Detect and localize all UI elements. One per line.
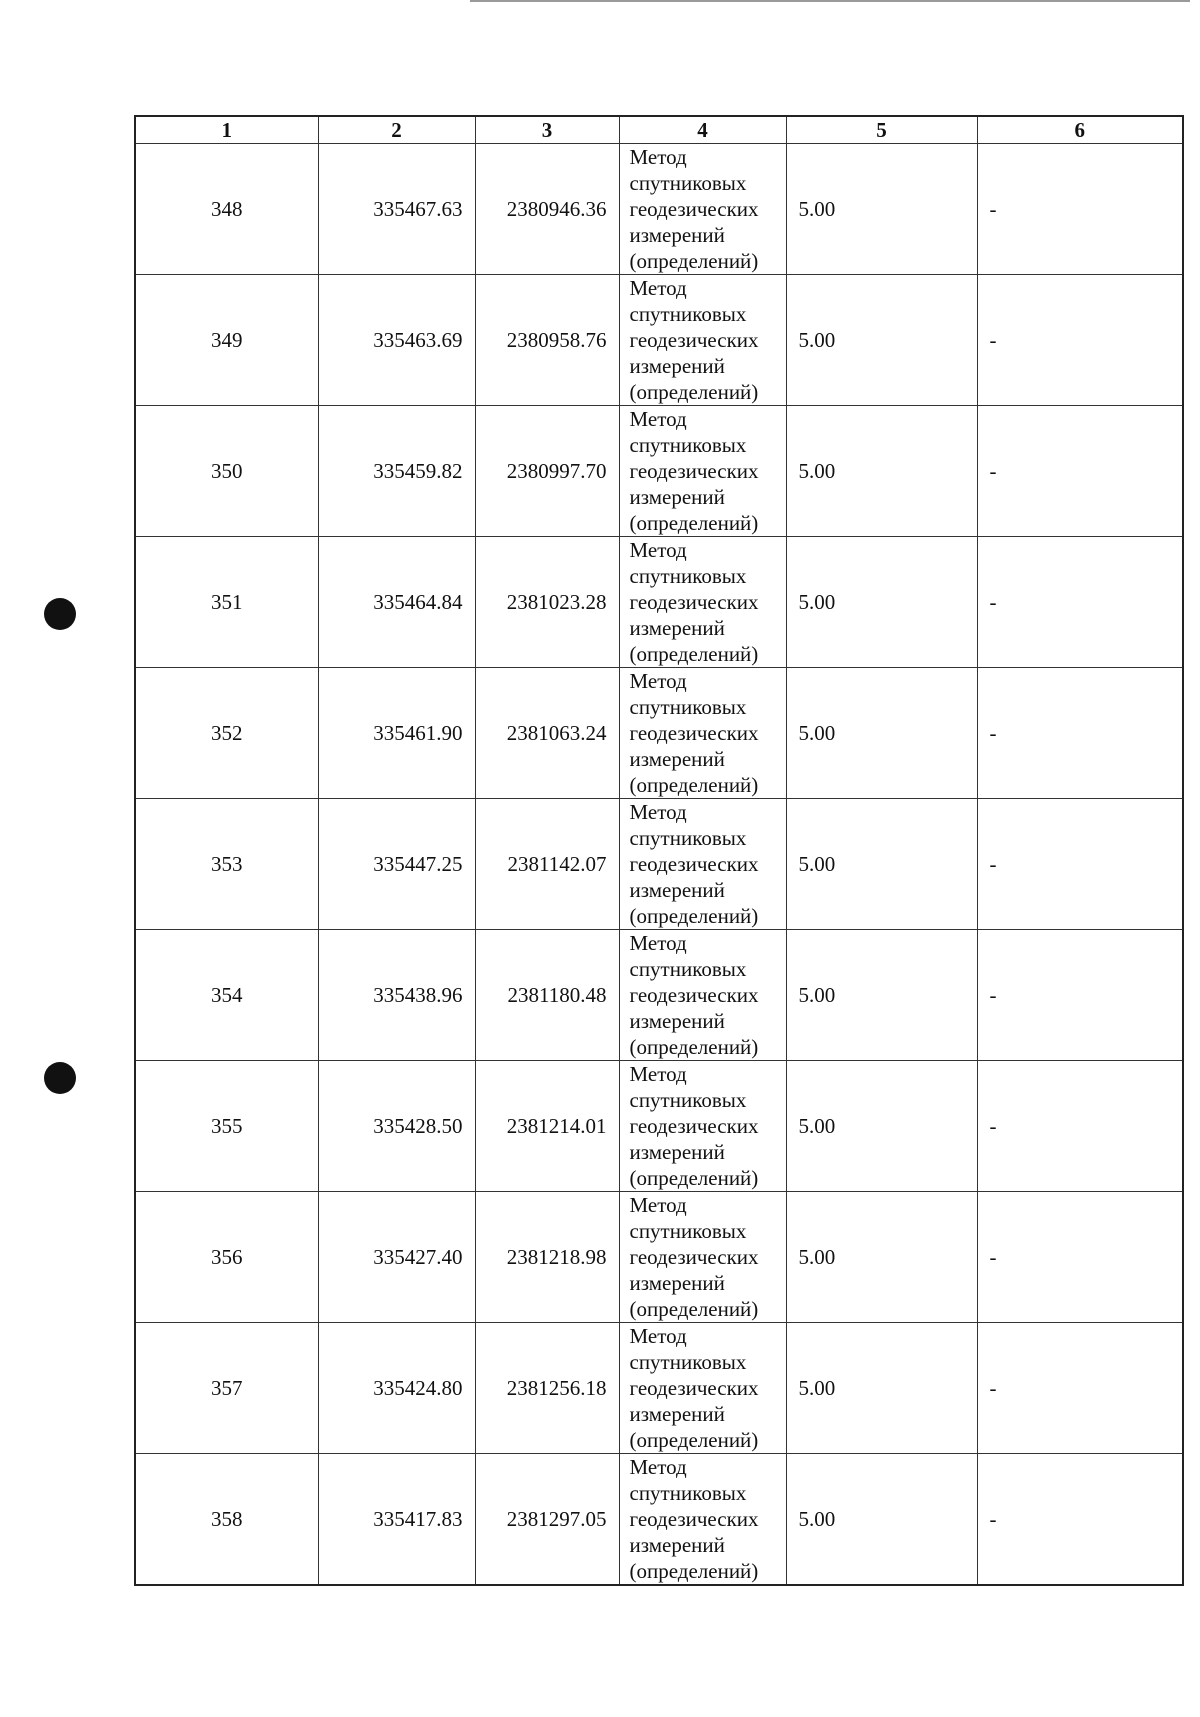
y-coordinate-cell: 2380946.36 — [475, 144, 619, 275]
method-text-line: измерений — [629, 1533, 725, 1557]
x-coordinate-cell: 335464.84 — [318, 537, 475, 668]
point-number-cell: 357 — [135, 1323, 318, 1454]
method-text-line: измерений — [629, 485, 725, 509]
method-text-line: Метод — [629, 407, 687, 431]
point-number-cell: 352 — [135, 668, 318, 799]
method-text-line: спутниковых — [629, 433, 747, 457]
method-text-line: (определений) — [629, 380, 759, 404]
table-row — [135, 1061, 1183, 1192]
x-coordinate-cell: 335467.63 — [318, 144, 475, 275]
method-text-line: измерений — [629, 1402, 725, 1426]
y-coordinate-cell: 2381023.28 — [475, 537, 619, 668]
method-text-line: спутниковых — [629, 1350, 747, 1374]
point-number-cell: 356 — [135, 1192, 318, 1323]
method-text-line: спутниковых — [629, 1088, 747, 1112]
y-coordinate-cell: 2381063.24 — [475, 668, 619, 799]
column-header-2: 2 — [318, 116, 475, 144]
method-text-line: (определений) — [629, 1166, 759, 1190]
accuracy-cell: 5.00 — [786, 930, 977, 1061]
method-text-line: Метод — [629, 1324, 687, 1348]
method-text-line: (определений) — [629, 249, 759, 273]
description-cell: - — [977, 275, 1183, 406]
method-text-line: Метод — [629, 800, 687, 824]
method-cell — [619, 1061, 786, 1192]
method-text-line: (определений) — [629, 773, 759, 797]
accuracy-cell: 5.00 — [786, 537, 977, 668]
table-header-row — [135, 116, 1183, 144]
method-text-line: измерений — [629, 747, 725, 771]
method-text-line: спутниковых — [629, 564, 747, 588]
method-text-line: спутниковых — [629, 171, 747, 195]
y-coordinate-cell: 2381297.05 — [475, 1454, 619, 1586]
point-number-cell: 351 — [135, 537, 318, 668]
accuracy-cell: 5.00 — [786, 1061, 977, 1192]
table-row — [135, 275, 1183, 406]
x-coordinate-cell: 335417.83 — [318, 1454, 475, 1586]
method-text-line: Метод — [629, 1455, 687, 1479]
accuracy-cell: 5.00 — [786, 799, 977, 930]
method-text-line: (определений) — [629, 642, 759, 666]
table-row — [135, 668, 1183, 799]
method-cell — [619, 275, 786, 406]
column-header-1: 1 — [135, 116, 318, 144]
x-coordinate-cell: 335428.50 — [318, 1061, 475, 1192]
accuracy-cell: 5.00 — [786, 275, 977, 406]
x-coordinate-cell: 335438.96 — [318, 930, 475, 1061]
method-text-line: измерений — [629, 1009, 725, 1033]
table-body — [135, 144, 1183, 1586]
x-coordinate-cell: 335461.90 — [318, 668, 475, 799]
accuracy-cell: 5.00 — [786, 1323, 977, 1454]
method-text-line: спутниковых — [629, 302, 747, 326]
column-header-3: 3 — [475, 116, 619, 144]
method-text-line: измерений — [629, 223, 725, 247]
method-text-line: (определений) — [629, 1559, 759, 1583]
method-text-line: Метод — [629, 538, 687, 562]
method-text-line: спутниковых — [629, 1219, 747, 1243]
description-cell: - — [977, 1323, 1183, 1454]
method-cell — [619, 930, 786, 1061]
x-coordinate-cell: 335427.40 — [318, 1192, 475, 1323]
method-text-line: (определений) — [629, 1428, 759, 1452]
method-cell — [619, 406, 786, 537]
method-text-line: спутниковых — [629, 1481, 747, 1505]
method-text-line: Метод — [629, 931, 687, 955]
method-cell — [619, 537, 786, 668]
point-number-cell: 348 — [135, 144, 318, 275]
method-text-line: Метод — [629, 1062, 687, 1086]
column-header-6: 6 — [977, 116, 1183, 144]
y-coordinate-cell: 2381256.18 — [475, 1323, 619, 1454]
description-cell: - — [977, 799, 1183, 930]
coordinates-table — [134, 115, 1184, 1586]
y-coordinate-cell: 2381142.07 — [475, 799, 619, 930]
method-cell — [619, 1454, 786, 1586]
x-coordinate-cell: 335447.25 — [318, 799, 475, 930]
x-coordinate-cell: 335424.80 — [318, 1323, 475, 1454]
accuracy-cell: 5.00 — [786, 406, 977, 537]
method-text-line: (определений) — [629, 511, 759, 535]
accuracy-cell: 5.00 — [786, 668, 977, 799]
y-coordinate-cell: 2381214.01 — [475, 1061, 619, 1192]
point-number-cell: 353 — [135, 799, 318, 930]
method-text-line: измерений — [629, 1271, 725, 1295]
method-text-line: геодезических — [629, 983, 759, 1007]
method-text-line: геодезических — [629, 197, 759, 221]
table-row — [135, 406, 1183, 537]
method-text-line: геодезических — [629, 590, 759, 614]
method-text-line: Метод — [629, 145, 687, 169]
accuracy-cell: 5.00 — [786, 144, 977, 275]
method-text-line: измерений — [629, 616, 725, 640]
column-header-5: 5 — [786, 116, 977, 144]
method-text-line: (определений) — [629, 1035, 759, 1059]
table-row — [135, 537, 1183, 668]
description-cell: - — [977, 537, 1183, 668]
point-number-cell: 355 — [135, 1061, 318, 1192]
method-cell — [619, 1192, 786, 1323]
table-row — [135, 144, 1183, 275]
method-cell — [619, 799, 786, 930]
method-text-line: геодезических — [629, 852, 759, 876]
x-coordinate-cell: 335459.82 — [318, 406, 475, 537]
x-coordinate-cell: 335463.69 — [318, 275, 475, 406]
method-text-line: измерений — [629, 1140, 725, 1164]
method-cell — [619, 668, 786, 799]
method-text-line: (определений) — [629, 1297, 759, 1321]
scan-edge-line — [470, 0, 1190, 2]
accuracy-cell: 5.00 — [786, 1454, 977, 1586]
punch-hole-mark — [44, 598, 76, 630]
method-text-line: измерений — [629, 878, 725, 902]
punch-hole-mark — [44, 1062, 76, 1094]
method-text-line: спутниковых — [629, 695, 747, 719]
method-text-line: Метод — [629, 669, 687, 693]
description-cell: - — [977, 1192, 1183, 1323]
description-cell: - — [977, 406, 1183, 537]
method-text-line: Метод — [629, 276, 687, 300]
method-text-line: спутниковых — [629, 957, 747, 981]
description-cell: - — [977, 144, 1183, 275]
y-coordinate-cell: 2381180.48 — [475, 930, 619, 1061]
method-text-line: геодезических — [629, 1507, 759, 1531]
method-text-line: геодезических — [629, 1114, 759, 1138]
method-cell — [619, 144, 786, 275]
y-coordinate-cell: 2380958.76 — [475, 275, 619, 406]
description-cell: - — [977, 1061, 1183, 1192]
y-coordinate-cell: 2380997.70 — [475, 406, 619, 537]
table-row — [135, 799, 1183, 930]
method-text-line: геодезических — [629, 328, 759, 352]
method-text-line: спутниковых — [629, 826, 747, 850]
accuracy-cell: 5.00 — [786, 1192, 977, 1323]
point-number-cell: 349 — [135, 275, 318, 406]
column-header-4: 4 — [619, 116, 786, 144]
method-text-line: геодезических — [629, 721, 759, 745]
method-text-line: геодезических — [629, 1376, 759, 1400]
description-cell: - — [977, 930, 1183, 1061]
method-text-line: Метод — [629, 1193, 687, 1217]
method-text-line: геодезических — [629, 459, 759, 483]
table-row — [135, 1454, 1183, 1586]
method-text-line: геодезических — [629, 1245, 759, 1269]
point-number-cell: 358 — [135, 1454, 318, 1586]
description-cell: - — [977, 1454, 1183, 1586]
table-row — [135, 1192, 1183, 1323]
y-coordinate-cell: 2381218.98 — [475, 1192, 619, 1323]
method-cell — [619, 1323, 786, 1454]
point-number-cell: 350 — [135, 406, 318, 537]
table-row — [135, 1323, 1183, 1454]
table-row — [135, 930, 1183, 1061]
description-cell: - — [977, 668, 1183, 799]
method-text-line: (определений) — [629, 904, 759, 928]
method-text-line: измерений — [629, 354, 725, 378]
point-number-cell: 354 — [135, 930, 318, 1061]
